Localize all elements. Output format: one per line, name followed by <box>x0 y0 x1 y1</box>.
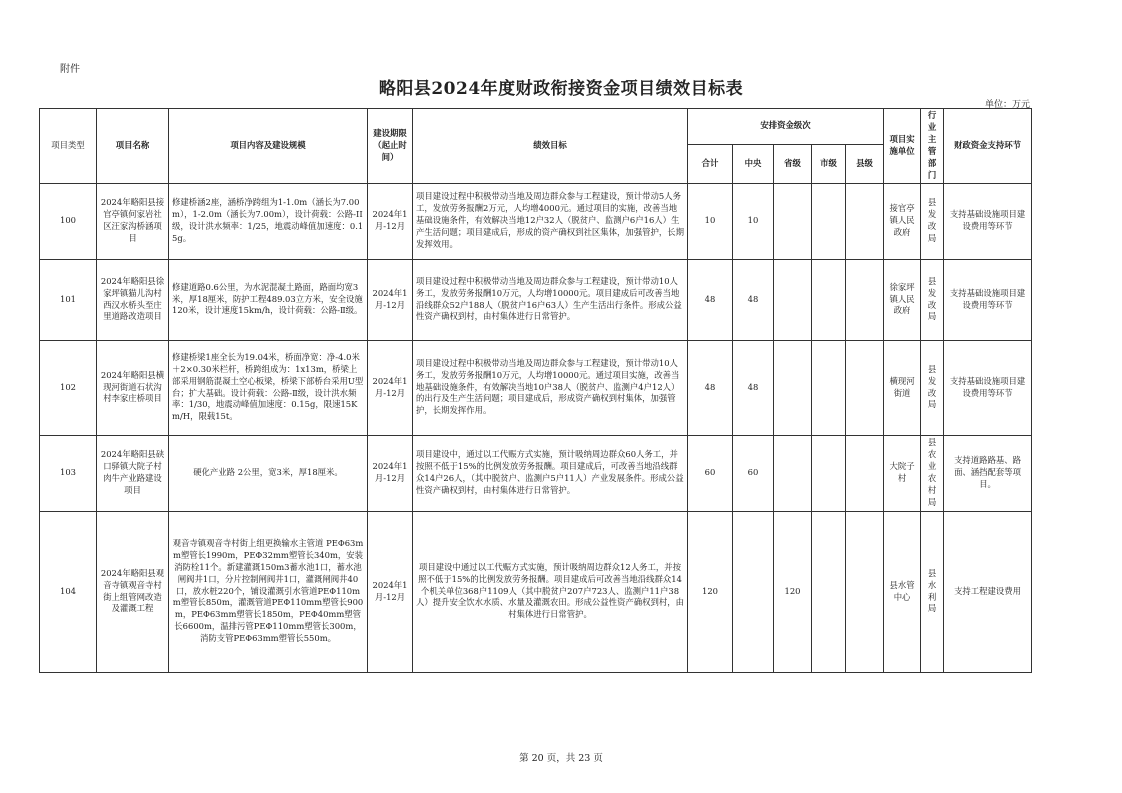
cell-central: 48 <box>733 340 774 435</box>
cell-county <box>846 435 884 511</box>
cell-central: 48 <box>733 259 774 340</box>
cell-dept: 县水利局 <box>921 511 944 672</box>
cell-dept: 县发改局 <box>921 259 944 340</box>
header-central: 中央 <box>733 144 774 183</box>
cell-impl-unit: 县水管中心 <box>884 511 921 672</box>
header-type: 项目类型 <box>40 109 97 184</box>
cell-support: 支持道路路基、路面、涵挡配套等项目。 <box>944 435 1032 511</box>
cell-city <box>812 511 846 672</box>
cell-central: 10 <box>733 183 774 259</box>
cell-target: 项目建设过程中积极带动当地及周边群众参与工程建设，预计带动5人务工，发放劳务报酬2万元，人均增4000元。通过项目的实施，改善当地基础设施条件，有效解决当地12户32人（脱贫户、监测户6户16人）生产生活问题；项目建成后，形成的资产确权到社区集体，加强管护，长期发挥效用。 <box>413 183 688 259</box>
cell-impl-unit: 接官亭镇人民政府 <box>884 183 921 259</box>
cell-name: 2024年略阳县徐家坪镇猫儿沟村西汉水桥头至庄里道路改造项目 <box>97 259 169 340</box>
cell-county <box>846 511 884 672</box>
cell-dept: 县发改局 <box>921 183 944 259</box>
header-dept: 行业主管部门 <box>921 109 944 184</box>
page-title: 略阳县2024年度财政衔接资金项目绩效目标表 <box>378 79 744 99</box>
cell-province <box>774 435 812 511</box>
cell-target: 项目建设中通过以工代赈方式实施，预计吸纳周边群众12人务工，并按照不低于15%的比例发放劳务报酬。项目建成后可改善当地沿线群众14个机关单位368户1109人（其中脱贫户207户723人、监测户11户38人）提升安全饮水水质、水量及灌溉农田。形成公益性资产确权到村，由村集体进行日常管护。 <box>413 511 688 672</box>
project-table <box>39 108 1032 673</box>
header-city: 市级 <box>812 144 846 183</box>
cell-period: 2024年1月-12月 <box>368 435 413 511</box>
cell-target: 项目建设过程中积极带动当地及周边群众参与工程建设，预计带动10人务工，发放劳务报酬10万元，人均增10000元。通过项目实施，改善当地基础设施条件，有效解决当地10户38人（脱贫户、监测户4户12人）的出行及生产生活问题；项目建成后，形成资产确权到村集体，加强管护，长期发挥作用。 <box>413 340 688 435</box>
cell-type: 103 <box>40 435 97 511</box>
cell-central: 60 <box>733 435 774 511</box>
cell-city <box>812 340 846 435</box>
header-content: 项目内容及建设规模 <box>169 109 368 184</box>
cell-period: 2024年1月-12月 <box>368 511 413 672</box>
table-row <box>40 340 1032 435</box>
cell-period: 2024年1月-12月 <box>368 259 413 340</box>
cell-name: 2024年略阳县硖口驿镇大院子村肉牛产业路建设项目 <box>97 435 169 511</box>
cell-type: 100 <box>40 183 97 259</box>
page-footer: 第 20 页，共 23 页 <box>519 753 603 764</box>
cell-support: 支持基础设施项目建设费用等环节 <box>944 340 1032 435</box>
cell-target: 项目建设中，通过以工代赈方式实施，预计吸纳周边群众60人务工，并按照不低于15%的比例发放劳务报酬。项目建成后，可改善当地沿线群众14户26人，（其中脱贫户、监测户5户11人）产业发展条件。形成公益性资产确权到村，由村集体进行日常管护。 <box>413 435 688 511</box>
cell-province <box>774 259 812 340</box>
cell-total: 120 <box>688 511 733 672</box>
cell-type: 104 <box>40 511 97 672</box>
cell-city <box>812 183 846 259</box>
header-province: 省级 <box>774 144 812 183</box>
header-county: 县级 <box>846 144 884 183</box>
cell-type: 101 <box>40 259 97 340</box>
cell-name: 2024年略阳县横现河街道石状沟村李家庄桥项目 <box>97 340 169 435</box>
cell-impl-unit: 大院子村 <box>884 435 921 511</box>
cell-name: 2024年略阳县观音寺镇观音寺村街上组管网改造及灌溉工程 <box>97 511 169 672</box>
cell-support: 支持工程建设费用 <box>944 511 1032 672</box>
cell-city <box>812 435 846 511</box>
cell-county <box>846 340 884 435</box>
table-row <box>40 259 1032 340</box>
cell-content: 修建桥涵2座，涵桥净跨组为1-1.0m（涵长为7.00m），1-2.0m（涵长为7.00m），设计荷载：公路-II级，设计洪水频率：1/25，地震动峰值加速度：0.15g。 <box>169 183 368 259</box>
cell-total: 10 <box>688 183 733 259</box>
cell-county <box>846 183 884 259</box>
cell-province <box>774 340 812 435</box>
cell-total: 48 <box>688 259 733 340</box>
cell-content: 修建桥梁1座全长为19.04米，桥面净宽：净-4.0米＋2×0.30米栏杆，桥跨组成为：1x13m，桥梁上部采用钢筋混凝土空心板梁，桥梁下部桥台采用U型台；扩大基础。设计荷载：公路-Ⅱ级，设计洪水频率：1/30，地震动峰值加速度：0.15g，限速15Km/H，限载15t。 <box>169 340 368 435</box>
cell-content: 修建道路0.6公里，为水泥混凝土路面，路面均宽3米，厚18厘米，防护工程489.03立方米，安全设施120米，设计速度15km/h，设计荷载：公路-Ⅱ级。 <box>169 259 368 340</box>
table-row <box>40 511 1032 672</box>
cell-province: 120 <box>774 511 812 672</box>
cell-city <box>812 259 846 340</box>
cell-period: 2024年1月-12月 <box>368 340 413 435</box>
cell-dept: 县农业农村局 <box>921 435 944 511</box>
header-total: 合计 <box>688 144 733 183</box>
cell-support: 支持基础设施项目建设费用等环节 <box>944 259 1032 340</box>
table-row <box>40 435 1032 511</box>
header-fund-group: 安排资金级次 <box>688 109 884 145</box>
header-impl-unit: 项目实施单位 <box>884 109 921 184</box>
cell-county <box>846 259 884 340</box>
cell-period: 2024年1月-12月 <box>368 183 413 259</box>
unit-label: 单位：万元 <box>984 100 1030 110</box>
table-row <box>40 183 1032 259</box>
cell-target: 项目建设过程中积极带动当地及周边群众参与工程建设，预计带动10人务工，发放劳务报酬10万元，人均增10000元。项目建成后可改善当地沿线群众52户188人（脱贫户16户63人）生产生活出行条件。形成公益性资产确权到村，由村集体进行日常管护。 <box>413 259 688 340</box>
cell-impl-unit: 徐家坪镇人民政府 <box>884 259 921 340</box>
cell-total: 48 <box>688 340 733 435</box>
cell-province <box>774 183 812 259</box>
cell-content: 观音寺镇观音寺村街上组更换输水主管道 PEΦ63mm塑管长1990m，PEΦ32mm塑管长340m，安装消防栓11个。新建灌溉150m3蓄水池1口，蓄水池闸阀井1口，分片控制闸阀井1口，灌溉闸阀井40口，放水桩220个，铺设灌溉引水管道PEΦ110mm塑管长850m，灌溉管道PEΦ110mm塑管长900m，PEΦ63mm塑管长1850m，PEΦ40mm塑管长6600m，温排污管PEΦ110mm塑管长300m，消防支管PEΦ63mm塑管长550m。 <box>169 511 368 672</box>
cell-type: 102 <box>40 340 97 435</box>
header-target: 绩效目标 <box>413 109 688 184</box>
header-support: 财政资金支持环节 <box>944 109 1032 184</box>
cell-dept: 县发改局 <box>921 340 944 435</box>
cell-content: 硬化产业路 2公里，宽3米，厚18厘米。 <box>169 435 368 511</box>
cell-total: 60 <box>688 435 733 511</box>
cell-support: 支持基础设施项目建设费用等环节 <box>944 183 1032 259</box>
attachment-label: 附件 <box>60 64 80 75</box>
cell-impl-unit: 横现河街道 <box>884 340 921 435</box>
header-period: 建设期限（起止时间） <box>368 109 413 184</box>
header-name: 项目名称 <box>97 109 169 184</box>
cell-central <box>733 511 774 672</box>
cell-name: 2024年略阳县接官亭镇何家岩社区汪家沟桥涵项目 <box>97 183 169 259</box>
